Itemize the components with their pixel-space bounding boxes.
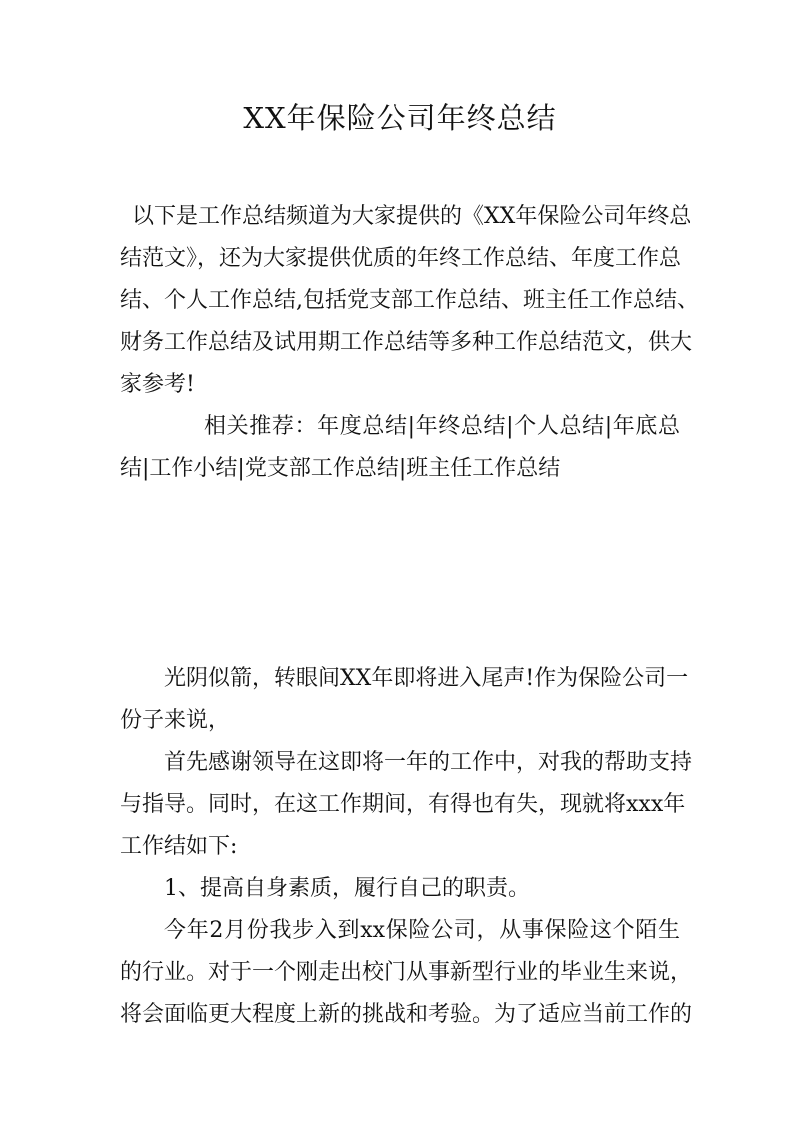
intro-line: 以下是工作总结频道为大家提供的《XX年保险公司年终总 bbox=[132, 204, 692, 229]
related-line: 相关推荐：年度总结|年终总结|个人总结|年底总 bbox=[204, 414, 680, 439]
body-line: 与指导。同时，在这工作期间，有得也有失，现就将xxx年 bbox=[120, 792, 686, 817]
related-recommendations bbox=[120, 406, 680, 490]
body-text bbox=[120, 658, 693, 1036]
body-line: 今年2月份我步入到xx保险公司，从事保险这个陌生 bbox=[164, 918, 680, 943]
intro-line: 结范文》，还为大家提供优质的年终工作总结、年度工作总 bbox=[120, 246, 682, 271]
intro-line: 家参考! bbox=[120, 372, 195, 397]
body-line: 工作结如下: bbox=[120, 834, 238, 859]
section-heading: 1、提高自身素质，履行自己的职责。 bbox=[164, 876, 530, 901]
body-line: 光阴似箭，转眼间XX年即将进入尾声!作为保险公司一 bbox=[164, 666, 689, 691]
body-line: 份子来说， bbox=[120, 708, 231, 733]
intro-paragraph bbox=[120, 196, 699, 406]
body-line: 首先感谢领导在这即将一年的工作中，对我的帮助支持 bbox=[164, 750, 693, 775]
body-line: 的行业。对于一个刚走出校门从事新型行业的毕业生来说， bbox=[120, 960, 693, 985]
body-line: 将会面临更大程度上新的挑战和考验。为了适应当前工作的 bbox=[120, 1002, 693, 1027]
intro-line: 结、个人工作总结,包括党支部工作总结、班主任工作总结、 bbox=[120, 288, 699, 313]
document-title: XX年保险公司年终总结 bbox=[243, 101, 557, 135]
intro-line: 财务工作总结及试用期工作总结等多种工作总结范文，供大 bbox=[120, 330, 693, 355]
related-line: 结|工作小结|党支部工作总结|班主任工作总结 bbox=[120, 456, 561, 481]
